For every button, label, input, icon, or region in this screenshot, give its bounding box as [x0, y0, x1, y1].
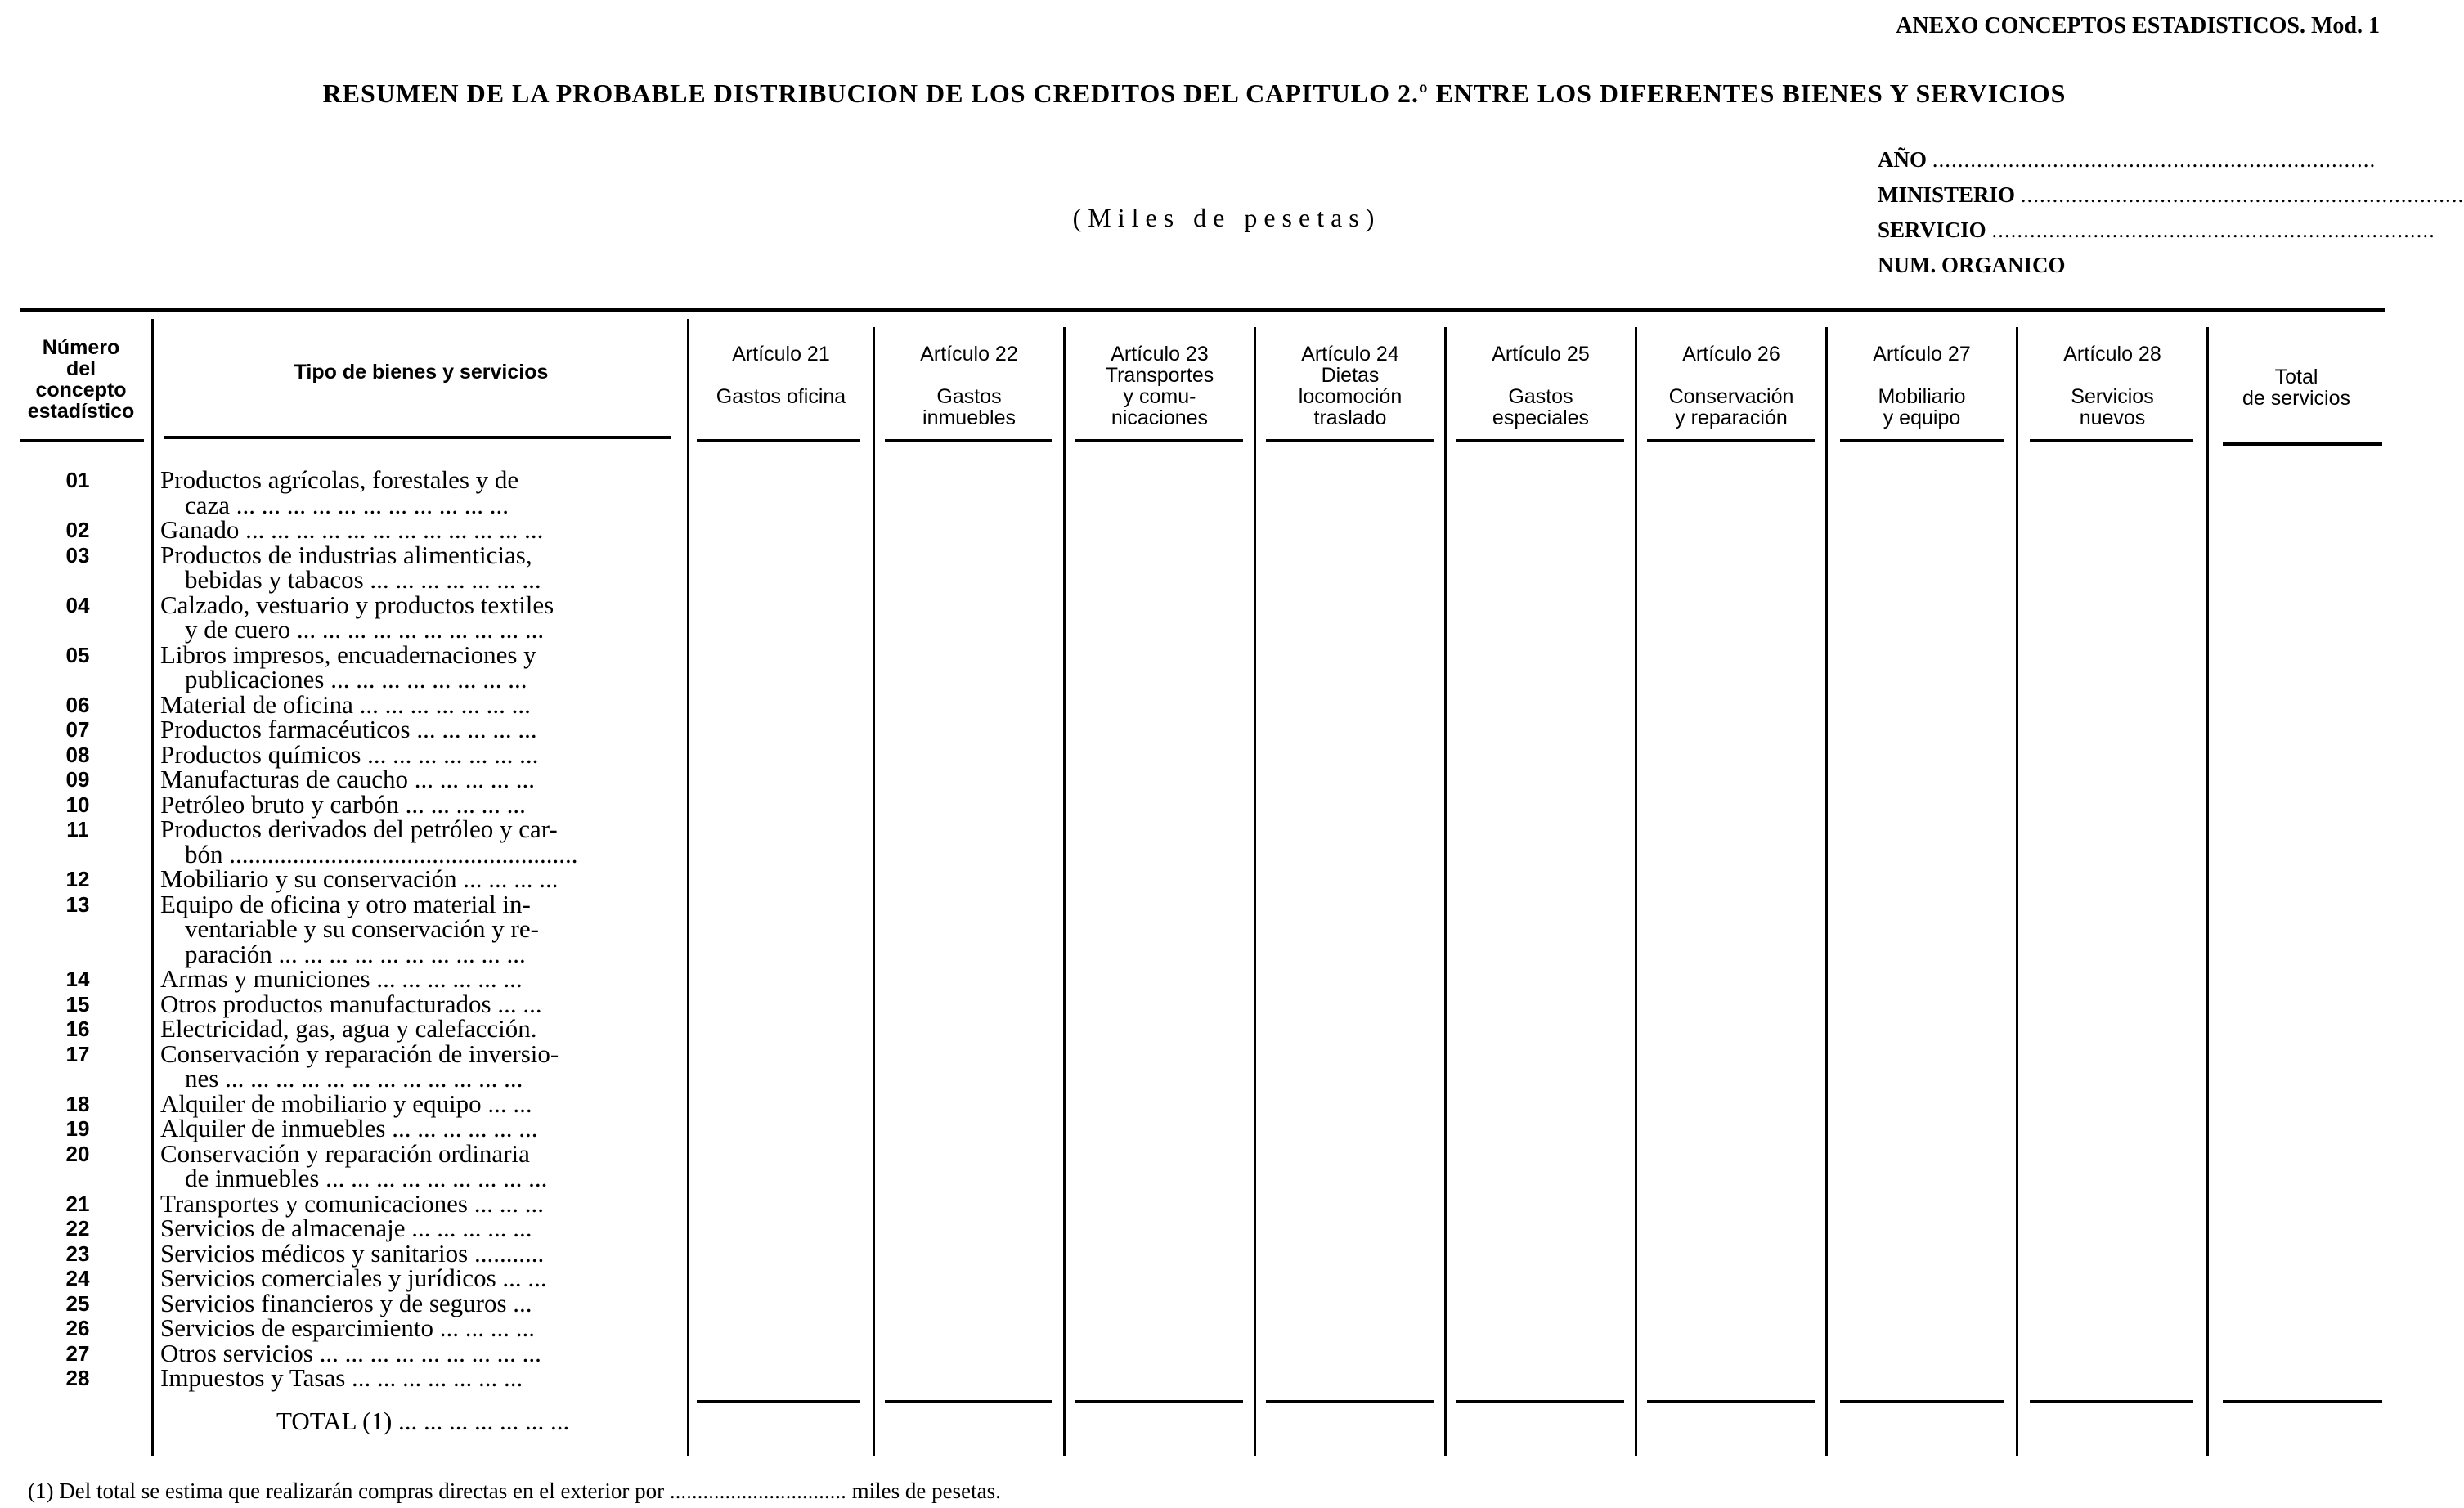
- header-article-25: Artículo 25 Gastos especiales: [1492, 343, 1590, 429]
- description-line: ventariable y su conservación y re-: [185, 914, 539, 943]
- description-line: Servicios financieros y de seguros ...: [160, 1288, 532, 1317]
- concept-description: [160, 1216, 675, 1241]
- description-line: bebidas y tabacos ... ... ... ... ... ... ...: [185, 565, 541, 594]
- concept-description: [160, 1263, 675, 1292]
- concept-code: 13: [65, 891, 90, 917]
- concept-code: 15: [65, 991, 90, 1017]
- header-underline: [1266, 439, 1434, 442]
- concept-description: [160, 1014, 675, 1043]
- total-rule: [885, 1400, 1052, 1403]
- description-line: Petróleo bruto y carbón ... ... ... ... ...: [160, 789, 526, 819]
- total-rule: [1075, 1400, 1243, 1403]
- concept-description: [160, 964, 675, 993]
- field-label: NUM. ORGANICO: [1878, 253, 2066, 277]
- field-ministerio[interactable]: [1878, 182, 2464, 208]
- description-line: Productos de industrias alimenticias,: [160, 540, 532, 569]
- description-line: Ganado ... ... ... ... ... ... ... ... ... ... ... ...: [160, 515, 544, 544]
- header-type: Tipo de bienes y servicios: [294, 361, 549, 384]
- description-line: Manufacturas de caucho ... ... ... ... ...: [160, 765, 535, 793]
- concept-description: [160, 739, 675, 769]
- concept-description: [160, 1138, 675, 1192]
- description-line: publicaciones ... ... ... ... ... ... ... ...: [185, 665, 527, 693]
- column-divider: [687, 319, 689, 1456]
- concept-description: [160, 689, 675, 719]
- concept-description: [160, 1313, 675, 1342]
- concept-code: 01: [65, 468, 90, 492]
- description-line: Conservación y reparación ordinaria: [160, 1138, 530, 1168]
- concept-description: [160, 515, 675, 544]
- header-underline: [1456, 439, 1624, 442]
- concept-description: [160, 789, 675, 819]
- column-divider: [1825, 327, 1828, 1456]
- description-line: bón .......................................................: [185, 839, 578, 868]
- concept-codes: [16, 468, 139, 1392]
- page-title: RESUMEN DE LA PROBABLE DISTRIBUCION DE LOS CREDITOS DEL CAPITULO 2.º ENTRE LOS DIFERENTES BIENES Y SERVICIOS: [322, 79, 2067, 108]
- concept-code: 09: [65, 767, 90, 792]
- concept-code: 11: [66, 817, 89, 842]
- header-underline: [164, 436, 671, 439]
- footnote: (1) Del total se estima que realizarán compras directas en el exterior por ................................ miles de pesetas.: [28, 1479, 1001, 1503]
- fill-line: ......................................................................: [2020, 182, 2464, 207]
- concept-description: [160, 864, 675, 893]
- concept-code: 24: [65, 1266, 90, 1290]
- concept-code: 14: [65, 967, 90, 991]
- concept-description: [160, 1116, 675, 1142]
- concept-description: [160, 1288, 675, 1317]
- concept-description: [160, 817, 675, 867]
- description-line: Productos farmacéuticos ... ... ... ... ...: [160, 715, 537, 743]
- description-line: Otros productos manufacturados ... ...: [160, 989, 542, 1018]
- concept-code: 18: [65, 1091, 90, 1116]
- concept-description: [160, 717, 675, 743]
- description-line: Armas y municiones ... ... ... ... ... ...: [160, 964, 523, 993]
- concept-code: 21: [65, 1191, 90, 1216]
- header-article-26: Artículo 26 Conservación y reparación: [1668, 343, 1794, 429]
- fill-line: ......................................................................: [1991, 218, 2435, 242]
- column-divider: [2016, 327, 2018, 1456]
- fill-line: ......................................................................: [1932, 147, 2376, 172]
- concept-code: 06: [65, 692, 90, 717]
- concept-descriptions: [160, 465, 675, 1392]
- description-line: Calzado, vestuario y productos textiles: [160, 590, 554, 619]
- header-underline: [20, 439, 144, 442]
- description-line: caza ... ... ... ... ... ... ... ... ... ... ...: [185, 490, 509, 519]
- header-underline: [2030, 439, 2193, 442]
- total-row-label: TOTAL (1) ... ... ... ... ... ... ...: [276, 1407, 570, 1435]
- total-rule: [1456, 1400, 1624, 1403]
- total-rule: [1266, 1400, 1434, 1403]
- description-line: Alquiler de inmuebles ... ... ... ... ... ...: [160, 1114, 538, 1142]
- concept-code: 04: [65, 592, 90, 617]
- description-line: paración ... ... ... ... ... ... ... ... ... ...: [185, 939, 526, 968]
- description-line: Productos derivados del petróleo y car-: [160, 815, 558, 843]
- description-line: Alquiler de mobiliario y equipo ... ...: [160, 1088, 532, 1118]
- total-rule: [697, 1400, 860, 1403]
- annex-reference: ANEXO CONCEPTOS ESTADISTICOS. Mod. 1: [1896, 13, 2380, 38]
- description-line: Servicios médicos y sanitarios ...........: [160, 1238, 545, 1268]
- description-line: Servicios de esparcimiento ... ... ... ...: [160, 1313, 536, 1342]
- concept-code: 25: [65, 1290, 90, 1316]
- header-code: Número del concepto estadístico: [27, 336, 135, 423]
- column-divider: [873, 327, 875, 1456]
- column-divider: [2206, 327, 2209, 1456]
- description-line: Libros impresos, encuadernaciones y: [160, 640, 536, 669]
- field-label: MINISTERIO: [1878, 182, 2016, 207]
- concept-description: [160, 540, 675, 594]
- concept-description: [160, 1188, 675, 1218]
- table-top-rule: [20, 308, 2385, 312]
- total-rule: [1647, 1400, 1815, 1403]
- concept-description: [160, 1238, 675, 1268]
- header-article-23: Artículo 23 Transportes y comu- nicaciones: [1105, 343, 1214, 429]
- description-line: Otros servicios ... ... ... ... ... ... ... ... ...: [160, 1338, 541, 1367]
- total-rule: [2223, 1400, 2382, 1403]
- concept-code: 02: [65, 518, 90, 542]
- description-line: Material de oficina ... ... ... ... ... ... ...: [160, 689, 531, 719]
- concept-description: [160, 1338, 675, 1367]
- description-line: nes ... ... ... ... ... ... ... ... ... ... ... ...: [185, 1064, 523, 1093]
- concept-code: 19: [65, 1116, 90, 1141]
- header-underline: [885, 439, 1052, 442]
- field-servicio[interactable]: [1878, 218, 2435, 243]
- concept-code: 05: [65, 642, 90, 667]
- concept-description: [160, 1363, 675, 1392]
- concept-description: [160, 1039, 675, 1093]
- header-underline: [1075, 439, 1243, 442]
- header-article-28: Artículo 28 Servicios nuevos: [2063, 343, 2161, 429]
- concept-description: [160, 590, 675, 644]
- column-divider: [1444, 327, 1447, 1456]
- description-line: Servicios de almacenaje ... ... ... ... ...: [160, 1214, 532, 1242]
- field-num-organico[interactable]: [1878, 253, 2385, 278]
- concept-description: [160, 989, 675, 1018]
- header-underline: [697, 439, 860, 442]
- concept-description: [160, 465, 675, 519]
- description-line: Transportes y comunicaciones ... ... ...: [160, 1188, 544, 1218]
- field-label: AÑO: [1878, 147, 1927, 172]
- description-line: y de cuero ... ... ... ... ... ... ... ... ... ...: [185, 615, 545, 644]
- header-article-22: Artículo 22 Gastos inmuebles: [920, 343, 1018, 429]
- concept-code: 22: [65, 1216, 90, 1241]
- description-line: Mobiliario y su conservación ... ... ... ...: [160, 864, 559, 893]
- concept-code: 26: [65, 1316, 90, 1340]
- concept-description: [160, 640, 675, 693]
- description-line: de inmuebles ... ... ... ... ... ... ... ... ...: [185, 1164, 548, 1192]
- description-line: Impuestos y Tasas ... ... ... ... ... ... ...: [160, 1363, 523, 1392]
- column-divider: [1635, 327, 1637, 1456]
- header-total: Total de servicios: [2242, 366, 2350, 410]
- concept-code: 07: [65, 717, 90, 742]
- header-article-27: Artículo 27 Mobiliario y equipo: [1873, 343, 1971, 429]
- concept-code: 16: [65, 1017, 90, 1041]
- header-underline: [1840, 439, 2004, 442]
- description-line: Productos químicos ... ... ... ... ... ... ...: [160, 739, 539, 769]
- total-rule: [1840, 1400, 2004, 1403]
- concept-code: 17: [65, 1041, 90, 1066]
- header-article-24: Artículo 24 Dietas locomoción traslado: [1298, 343, 1403, 429]
- description-line: Electricidad, gas, agua y calefacción.: [160, 1014, 537, 1043]
- concept-code: 03: [65, 542, 90, 568]
- description-line: Conservación y reparación de inversio-: [160, 1039, 559, 1068]
- concept-description: [160, 767, 675, 792]
- concept-code: 28: [65, 1366, 90, 1390]
- description-line: Servicios comerciales y jurídicos ... ...: [160, 1263, 547, 1292]
- header-underline: [1647, 439, 1815, 442]
- concept-description: [160, 889, 675, 968]
- description-line: Equipo de oficina y otro material in-: [160, 889, 531, 918]
- column-divider: [1254, 327, 1256, 1456]
- header-article-21: Artículo 21 Gastos oficina: [716, 343, 846, 408]
- field-ano[interactable]: [1878, 147, 2385, 173]
- total-rule: [2030, 1400, 2193, 1403]
- field-label: SERVICIO: [1878, 218, 1986, 242]
- concept-code: 27: [65, 1340, 90, 1366]
- concept-description: [160, 1088, 675, 1118]
- header-underline: [2223, 442, 2382, 446]
- concept-code: 12: [65, 867, 90, 891]
- column-divider: [1063, 327, 1066, 1456]
- concept-code: 10: [65, 792, 90, 817]
- concept-code: 20: [65, 1141, 90, 1166]
- column-divider: [151, 319, 154, 1456]
- description-line: Productos agrícolas, forestales y de: [160, 465, 519, 494]
- concept-code: 23: [65, 1241, 90, 1266]
- units-caption: (Miles de pesetas): [1072, 203, 1381, 232]
- concept-code: 08: [65, 742, 90, 767]
